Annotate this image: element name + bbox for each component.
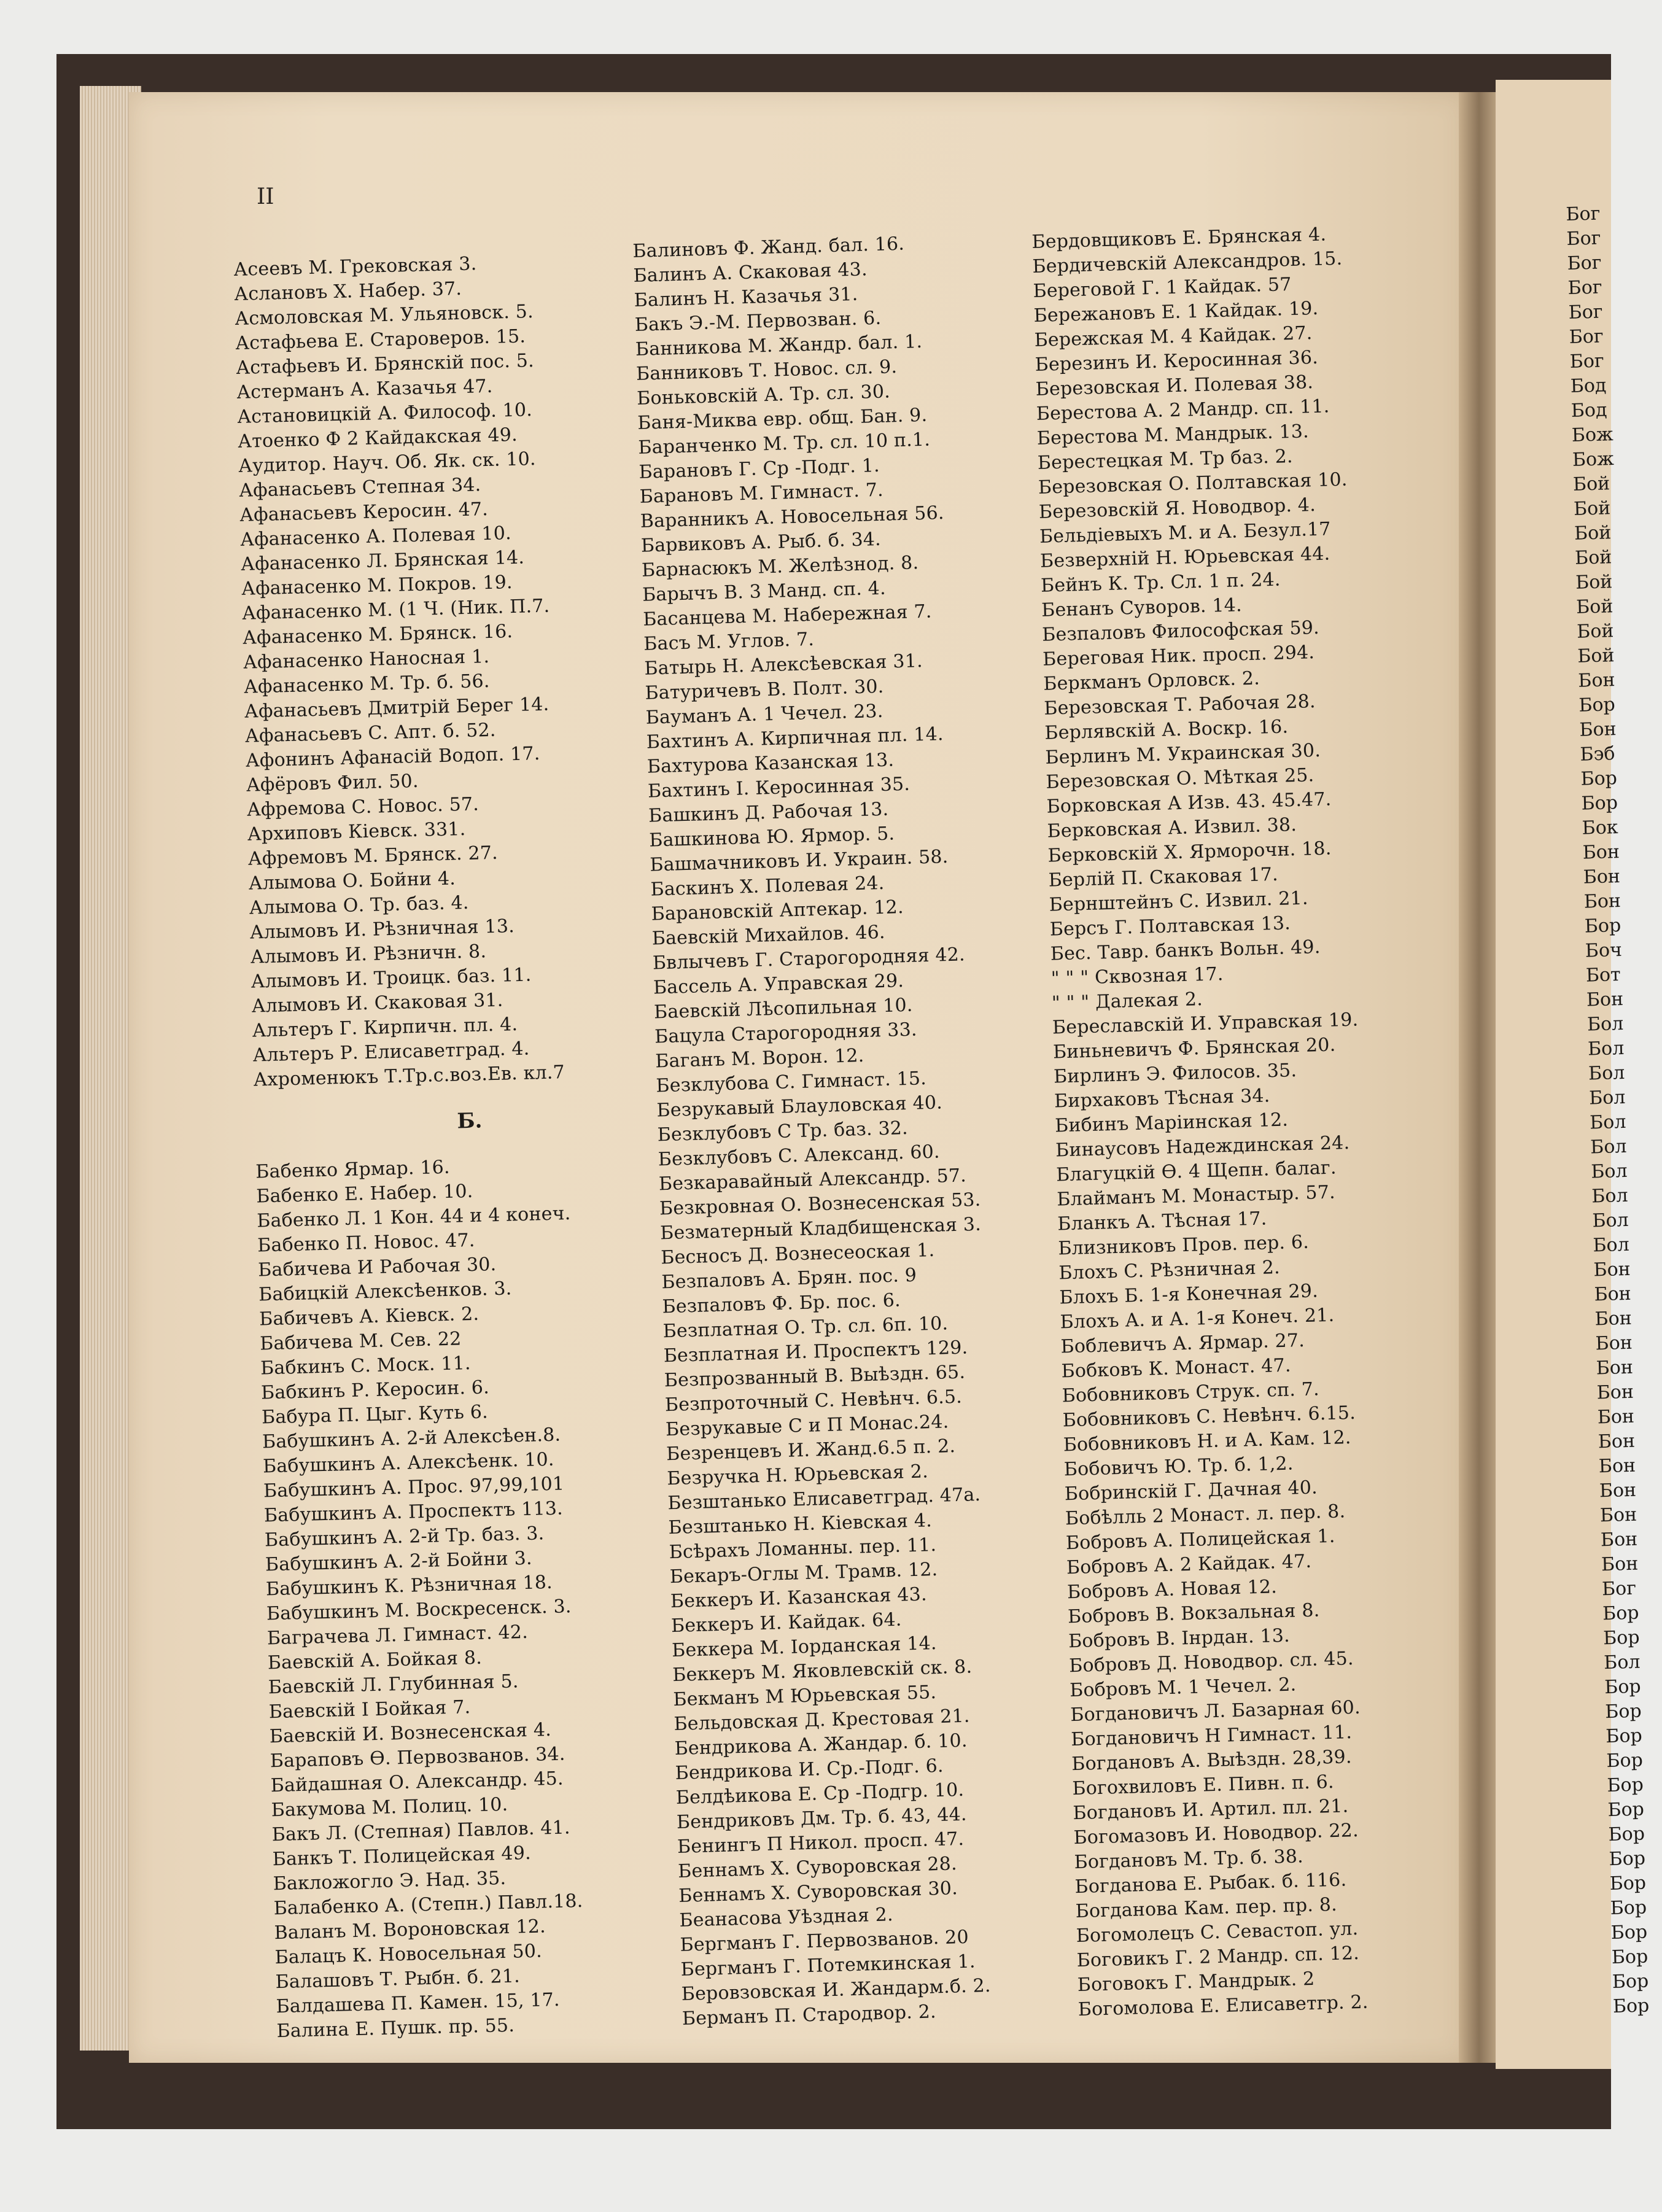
directory-entry: Бакъ Л. (Степная) Павлов. 41.: [271, 1817, 571, 1846]
directory-entry: Бон: [1579, 718, 1617, 741]
directory-entry: Бой: [1576, 620, 1614, 643]
directory-entry: Бобѣлль 2 Монаст. л. пер. 8.: [1065, 1500, 1346, 1530]
directory-entry: Бибинъ Маріинская 12.: [1054, 1109, 1289, 1137]
directory-entry: Бол: [1590, 1160, 1628, 1183]
section-letter: Б.: [456, 1108, 483, 1134]
directory-entry: Берлинъ М. Украинская 30.: [1045, 739, 1321, 769]
entries: [1031, 220, 1471, 2022]
directory-entry: Бахтурова Казанская 13.: [647, 749, 895, 778]
directory-entry: Бон: [1582, 841, 1620, 864]
directory-entry: Баня-Миква евр. общ. Бан. 9.: [637, 404, 928, 434]
directory-entry: Афанасьевъ Дмитрій Берег 14.: [244, 693, 549, 723]
directory-entry: Бараповъ Ѳ. Первозванов. 34.: [270, 1743, 565, 1772]
directory-entry: Афанасенко М. (1 Ч. (Ник. П.7.: [241, 595, 550, 624]
directory-entry: Бор: [1606, 1749, 1644, 1772]
directory-entry: Бабушкинъ М. Воскресенск. 3.: [266, 1596, 572, 1625]
directory-entry: Бой: [1573, 497, 1611, 520]
directory-entry: Барнасюкъ М. Желѣзнод. 8.: [641, 552, 919, 581]
directory-entry: Безпаловъ А. Брян. пос. 9: [661, 1264, 917, 1294]
directory-entry: Березовская И. Полевая 38.: [1035, 371, 1314, 400]
directory-entry: Бабушкинъ А. Проспектъ 113.: [263, 1497, 564, 1527]
directory-entry: Банкъ Т. Полицейская 49.: [272, 1842, 532, 1871]
directory-entry: Баскинъ Х. Полевая 24.: [650, 872, 885, 901]
directory-entry: Бог: [1566, 203, 1601, 225]
directory-entry: Бол: [1590, 1135, 1627, 1158]
directory-entry: Баграчева Л. Гимнаст. 42.: [266, 1621, 529, 1650]
entries-a: [233, 248, 647, 1092]
directory-entry: Бабенко Е. Набер. 10.: [255, 1180, 473, 1208]
directory-entry: Бор: [1612, 1970, 1649, 1993]
directory-entry: Берсъ Г. Полтавская 13.: [1049, 912, 1291, 941]
directory-entry: Бол: [1588, 1086, 1626, 1109]
column-1: [233, 248, 670, 2044]
directory-entry: Бобровъ В. Інрдан. 13.: [1068, 1624, 1291, 1653]
directory-entry: Бергманъ Г. Потемкинская 1.: [680, 1950, 976, 1981]
directory-entry: Бакъ Э.-М. Первозван. 6.: [634, 307, 882, 336]
directory-entry: Бабенко Л. 1 Кон. 44 и 4 конеч.: [256, 1203, 571, 1232]
directory-entry: Безпрозванный В. Выѣздн. 65.: [664, 1361, 966, 1392]
directory-entry: Бобовниковъ Н. и А. Кам. 12.: [1063, 1427, 1351, 1456]
directory-entry: Бэб: [1580, 743, 1615, 766]
directory-entry: Берковская А. Извил. 38.: [1047, 814, 1297, 842]
directory-entry: Бес. Тавр. банкъ Вольн. 49.: [1050, 936, 1321, 965]
directory-entry: Архиповъ Кіевск. 331.: [247, 818, 466, 845]
directory-entry: Бол: [1591, 1209, 1629, 1232]
directory-entry: Аслановъ Х. Набер. 37.: [234, 277, 462, 305]
directory-entry: Бож: [1571, 424, 1614, 446]
directory-entry: Бейнъ К. Тр. Сл. 1 п. 24.: [1040, 569, 1281, 597]
directory-entry: Бор: [1610, 1896, 1647, 1920]
directory-entry: Бвлычевъ Г. Старогородняя 42.: [652, 944, 966, 974]
directory-entry: Бог: [1569, 325, 1604, 348]
directory-entry: Богомазовъ И. Новодвор. 22.: [1073, 1819, 1359, 1849]
directory-entry: Башкинъ Д. Рабочая 13.: [648, 798, 889, 827]
directory-entry: Богдановъ И. Артил. пл. 21.: [1073, 1795, 1349, 1825]
directory-entry: Безренцевъ И. Жанд.6.5 п. 2.: [666, 1435, 956, 1465]
directory-entry: Бор: [1602, 1602, 1639, 1625]
directory-entry: Бон: [1599, 1504, 1637, 1527]
directory-entry: Барычъ В. 3 Манд. сп. 4.: [642, 577, 887, 606]
directory-entry: Балинъ Н. Казачья 31.: [634, 283, 858, 311]
directory-entry: Бинаусовъ Надеждинская 24.: [1055, 1131, 1350, 1162]
directory-entry: Берлій П. Скаковая 17.: [1048, 863, 1279, 891]
directory-entry: Бенанъ Суворов. 14.: [1041, 594, 1243, 621]
directory-entry: Бацула Старогородняя 33.: [654, 1019, 918, 1048]
directory-entry: Бакложогло Э. Над. 35.: [273, 1867, 507, 1895]
directory-entry: Бор: [1609, 1872, 1647, 1895]
directory-entry: Барановъ М. Гимнаст. 7.: [639, 479, 884, 508]
directory-entry: Бой: [1574, 522, 1612, 545]
directory-entry: Бор: [1604, 1700, 1642, 1723]
directory-entry: Афанасенко А. Полевая 10.: [239, 522, 512, 551]
directory-entry: Балинъ А. Скаковая 43.: [633, 258, 868, 287]
directory-entry: Береславскій И. Управская 19.: [1052, 1009, 1359, 1039]
directory-entry: Берестецкая М. Тр баз. 2.: [1037, 445, 1294, 474]
directory-entry: Алымовъ И. Рѣзничн. 8.: [250, 941, 487, 968]
directory-entry: Афанасенко М. Тр. б. 56.: [243, 670, 490, 698]
directory-entry: Бабушкинъ А. Прос. 97,99,101: [263, 1473, 565, 1502]
directory-entry: Бернштейнъ С. Извил. 21.: [1049, 887, 1309, 916]
directory-entry: Бесносъ Д. Вознесеоская 1.: [660, 1239, 935, 1269]
directory-entry: Афремовъ М. Брянск. 27.: [247, 842, 499, 870]
directory-entry: Бон: [1594, 1283, 1632, 1306]
directory-entry: Бауманъ А. 1 Чечел. 23.: [645, 700, 883, 729]
directory-entry: Бережская М. 4 Кайдак. 27.: [1034, 322, 1313, 351]
directory-entry: Атоенко Ф 2 Кайдакская 49.: [237, 424, 518, 452]
directory-entry: Афёровъ Фил. 50.: [246, 770, 419, 796]
directory-entry: Бол: [1587, 1037, 1625, 1060]
directory-entry: Березовскій Я. Новодвор. 4.: [1038, 494, 1316, 523]
directory-entry: Бон: [1586, 988, 1624, 1011]
directory-entry: Ахроменюкъ Т.Тр.с.воз.Ев. кл.7: [253, 1061, 565, 1091]
directory-entry: Асмоловская М. Ульяновск. 5.: [235, 301, 534, 330]
directory-entry: Бердичевскій Александров. 15.: [1032, 247, 1343, 277]
directory-entry: Бон: [1598, 1454, 1636, 1478]
directory-entry: Бод: [1571, 399, 1607, 422]
directory-entry: Беккеръ И. Кайдак. 64.: [670, 1609, 902, 1637]
directory-entry: " " " Далекая 2.: [1051, 988, 1203, 1014]
directory-entry: " " " Сквозная 17.: [1050, 963, 1224, 990]
directory-entry: Безштанько Елисаветград. 47а.: [667, 1483, 981, 1515]
directory-entry: Бог: [1569, 350, 1605, 373]
directory-entry: Банникова М. Жандр. бал. 1.: [635, 330, 923, 360]
directory-entry: Береговая Ник. просп. 294.: [1042, 642, 1315, 670]
directory-entry: Бон: [1577, 669, 1615, 692]
directory-entry: Бобровъ А. Новая 12.: [1066, 1576, 1278, 1604]
directory-entry: Альтеръ Р. Елисаветград. 4.: [252, 1038, 530, 1066]
directory-entry: Биньневичъ Ф. Брянская 20.: [1052, 1034, 1336, 1063]
directory-entry: Баевскій Лѣсопильная 10.: [653, 994, 913, 1023]
directory-entry: Афанасенко М. Покров. 19.: [241, 572, 513, 600]
directory-entry: Афремова С. Новос. 57.: [246, 793, 480, 821]
directory-entry: Бельдіевыхъ М. и А. Безул.17: [1039, 518, 1331, 548]
directory-entry: Блохъ С. Рѣзничная 2.: [1058, 1256, 1281, 1284]
directory-entry: Бол: [1588, 1061, 1625, 1085]
directory-entry: Блайманъ М. Монастыр. 57.: [1056, 1181, 1336, 1211]
directory-entry: Боч: [1585, 939, 1623, 962]
directory-entry: Бельдовская Д. Крестовая 21.: [674, 1705, 971, 1736]
directory-entry: Баранченко М. Тр. сл. 10 п.1.: [637, 429, 931, 459]
directory-entry: Бог: [1566, 227, 1601, 250]
directory-entry: Бобровъ А. Полицейская 1.: [1065, 1525, 1335, 1554]
directory-entry: Бой: [1577, 645, 1615, 667]
directory-entry: Басанцева М. Набережная 7.: [642, 600, 932, 631]
directory-entry: Безкровная О. Вознесенская 53.: [659, 1189, 981, 1220]
directory-entry: Безпроточный С. Невѣнч. 6.5.: [664, 1386, 963, 1416]
directory-entry: Алымовъ И. Скаковая 31.: [251, 989, 503, 1017]
directory-entry: Бог: [1568, 301, 1603, 324]
directory-entry: Бот: [1585, 964, 1621, 987]
directory-entry: Бол: [1589, 1111, 1626, 1134]
column-3: [1031, 220, 1471, 2022]
directory-entry: Бор: [1581, 792, 1618, 815]
directory-entry: Бабичева И Рабочая 30.: [257, 1254, 497, 1281]
directory-entry: Барвиковъ А. Рыб. б. 34.: [640, 528, 882, 557]
directory-entry: Баевскій А. Бойкая 8.: [267, 1647, 483, 1674]
directory-entry: Бассель А. Управская 29.: [653, 970, 904, 999]
directory-entry: Бережановъ Е. 1 Кайдак. 19.: [1033, 297, 1319, 327]
directory-entry: Балдашева П. Камен. 15, 17.: [276, 1989, 561, 2018]
directory-entry: Бор: [1604, 1675, 1642, 1699]
directory-entry: Березовская О. Мѣткая 25.: [1046, 764, 1314, 793]
directory-entry: Березинъ И. Керосинная 36.: [1035, 346, 1319, 376]
directory-entry: Богомолецъ С. Севастоп. ул.: [1076, 1918, 1359, 1947]
directory-entry: Беккеръ М. Яковлевскій ск. 8.: [672, 1656, 973, 1686]
directory-entry: Бирлинъ Э. Филосов. 35.: [1053, 1060, 1297, 1088]
directory-entry: Бобовниковъ С. Невѣнч. 6.15.: [1062, 1402, 1356, 1432]
directory-entry: Берестова А. 2 Мандр. сп. 11.: [1036, 395, 1330, 425]
directory-entry: Благуцкій Ѳ. 4 Щепн. балаг.: [1055, 1157, 1337, 1186]
directory-entry: Беркманъ Орловск. 2.: [1043, 667, 1260, 695]
directory-entry: Бобровъ М. 1 Чечел. 2.: [1069, 1674, 1297, 1702]
directory-entry: Березовская О. Полтавская 10.: [1038, 468, 1348, 499]
directory-entry: Бабкинъ С. Моск. 11.: [260, 1352, 472, 1380]
directory-entry: Баганъ М. Ворон. 12.: [654, 1044, 864, 1073]
directory-entry: Бланкъ А. Тѣсная 17.: [1057, 1208, 1267, 1235]
directory-entry: Астафьевъ И. Брянскій пос. 5.: [235, 350, 535, 379]
directory-entry: Бендрикова А. Жандар. б. 10.: [674, 1729, 968, 1760]
directory-entry: Богохвиловъ Е. Пивн. п. 6.: [1072, 1771, 1335, 1800]
directory-entry: Бабенко П. Новос. 47.: [257, 1229, 475, 1257]
directory-entry: Бекманъ М Юрьевская 55.: [672, 1682, 937, 1711]
directory-entry: Бабушкинъ А. 2-й Бойни 3.: [265, 1547, 533, 1576]
directory-entry: Балашовъ Т. Рыбн. б. 21.: [275, 1965, 521, 1993]
directory-entry: Берковскій Х. Ярморочн. 18.: [1047, 837, 1332, 867]
directory-entry: Боговокъ Г. Мандрык. 2: [1077, 1968, 1315, 1997]
directory-entry: Банниковъ Т. Новос. сл. 9.: [635, 356, 898, 385]
directory-entry: Бердовщиковъ Е. Брянская 4.: [1031, 223, 1327, 253]
directory-entry: Башкинова Ю. Ярмор. 5.: [648, 823, 895, 852]
directory-entry: Безрукавый Блауловская 40.: [656, 1092, 943, 1122]
directory-entry: Бор: [1612, 1995, 1650, 2017]
directory-entry: Бекаръ-Оглы М. Трамв. 12.: [669, 1558, 938, 1588]
directory-entry: Бон: [1583, 866, 1621, 888]
directory-entry: Бож: [1572, 448, 1615, 471]
directory-entry: Варанникъ А. Новосельная 56.: [640, 502, 945, 532]
directory-entry: Бабушкинъ А. 2-й Тр. баз. 3.: [264, 1523, 545, 1551]
directory-entry: Богданова Е. Рыбак. б. 116.: [1074, 1869, 1347, 1898]
directory-entry: Безкаравайный Александр. 57.: [658, 1165, 967, 1195]
directory-entry: Бабушкинъ А. 2-й Алексѣен.8.: [262, 1424, 561, 1453]
directory-entry: Бобровъ Д. Новодвор. сл. 45.: [1068, 1648, 1354, 1677]
directory-entry: Бор: [1608, 1823, 1645, 1846]
directory-entry: Астафьева Е. Староверов. 15.: [235, 325, 526, 354]
directory-entry: Бон: [1601, 1553, 1639, 1576]
directory-entry: Безплатная И. Проспектъ 129.: [663, 1337, 968, 1367]
directory-entry: Алымовъ И. Троицк. баз. 11.: [250, 964, 532, 993]
directory-entry: Афанасенко М. Брянск. 16.: [242, 621, 513, 649]
directory-entry: Безпаловъ Ф. Бр. пос. 6.: [662, 1289, 901, 1318]
directory-entry: Близниковъ Пров. пер. 6.: [1057, 1231, 1310, 1260]
directory-entry: Бон: [1598, 1430, 1636, 1453]
directory-entry: Боблевичъ А. Ярмар. 27.: [1060, 1329, 1305, 1358]
directory-entry: Бон: [1596, 1381, 1634, 1404]
directory-entry: Бобровъ В. Вокзальная 8.: [1067, 1599, 1320, 1628]
directory-entry: Бабушкинъ А. Алексѣенк. 10.: [262, 1448, 554, 1478]
directory-entry: Бсѣрахъ Ломанны. пер. 11.: [669, 1534, 937, 1564]
directory-entry: Барановскій Аптекар. 12.: [651, 896, 904, 925]
page-number: II: [257, 184, 274, 209]
directory-entry: Бергманъ Г. Первозванов. 20: [680, 1926, 969, 1956]
directory-entry: Бог: [1567, 276, 1602, 299]
directory-entry: Астановицкій А. Философ. 10.: [236, 399, 533, 428]
directory-entry: Береговой Г. 1 Кайдак. 57: [1033, 273, 1292, 302]
directory-entry: Бобринскій Г. Дачная 40.: [1064, 1477, 1318, 1505]
directory-entry: Афанасьевъ С. Апт. б. 52.: [244, 719, 496, 747]
directory-entry: Баевскій Михайлов. 46.: [651, 921, 886, 950]
directory-entry: Борковская А Изв. 43. 45.47.: [1046, 788, 1332, 818]
directory-entry: Бабичева М. Сев. 22: [259, 1328, 462, 1355]
directory-entry: Бой: [1572, 473, 1610, 495]
directory-entry: Бобровъ А. 2 Кайдак. 47.: [1066, 1550, 1312, 1579]
directory-entry: Безплатная О. Тр. сл. 6п. 10.: [662, 1313, 949, 1343]
directory-entry: Безрукавые С и П Монас.24.: [665, 1411, 949, 1441]
directory-entry: Бенингъ П Никол. просп. 47.: [677, 1828, 965, 1858]
directory-entry: Бол: [1603, 1651, 1641, 1674]
directory-entry: Бон: [1595, 1332, 1633, 1355]
directory-entry: Бог: [1601, 1577, 1637, 1601]
directory-entry: Боговикъ Г. 2 Мандр. сп. 12.: [1076, 1942, 1360, 1972]
directory-entry: Бобовичъ Ю. Тр. б. 1,2.: [1063, 1453, 1294, 1481]
directory-entry: Афанасьевъ Степная 34.: [238, 474, 481, 502]
directory-entry: Алымова О. Бойни 4.: [248, 867, 456, 895]
directory-entry: Белдѣикова Е. Ср -Подгр. 10.: [675, 1779, 965, 1809]
directory-entry: Богдановъ М. Тр. б. 38.: [1074, 1845, 1304, 1874]
directory-entry: Бок: [1582, 817, 1618, 839]
directory-entry: Алымова О. Тр. баз. 4.: [249, 891, 469, 919]
directory-entry: Балацъ К. Новосельная 50.: [274, 1940, 543, 1969]
directory-entry: Бендрикова И. Ср.-Подг. 6.: [675, 1755, 944, 1785]
directory-entry: Бой: [1575, 596, 1613, 618]
directory-entry: Беннамъ Х. Суворовская 30.: [678, 1877, 958, 1907]
directory-entry: Бахтинъ А. Кирпичная пл. 14.: [646, 723, 944, 753]
directory-entry: Бор: [1607, 1798, 1645, 1822]
directory-entry: Бол: [1593, 1233, 1630, 1257]
directory-entry: Богдановичъ Л. Базарная 60.: [1070, 1696, 1361, 1726]
directory-entry: Бон: [1583, 890, 1621, 913]
directory-entry: Бабенко Ярмар. 16.: [255, 1156, 451, 1183]
directory-entry: Байдашная О. Александр. 45.: [270, 1768, 564, 1797]
directory-entry: Бабицкій Алексѣенков. 3.: [258, 1278, 512, 1306]
directory-entry: Безпаловъ Философская 59.: [1041, 616, 1320, 646]
directory-entry: Бон: [1594, 1307, 1633, 1330]
directory-entry: Берлявскій А. Воскр. 16.: [1044, 716, 1289, 744]
directory-entry: Батырь Н. Алексѣевская 31.: [644, 650, 923, 680]
directory-entry: Блохъ А. и А. 1-я Конеч. 21.: [1060, 1304, 1335, 1333]
directory-entry: Бол: [1586, 1012, 1624, 1036]
directory-entry: Бор: [1602, 1626, 1640, 1650]
directory-entry: Бор: [1607, 1774, 1644, 1797]
directory-entry: Бендриковъ Дм. Тр. б. 43, 44.: [676, 1803, 968, 1833]
directory-entry: Бон: [1593, 1258, 1631, 1281]
directory-entry: Беннамъ Х. Суворовская 28.: [677, 1853, 958, 1882]
directory-entry: Балабенко А. (Степн.) Павл.18.: [273, 1890, 583, 1920]
directory-entry: Бог: [1567, 252, 1602, 274]
directory-entry: Бор: [1609, 1847, 1646, 1871]
directory-entry: Альтеръ Г. Кирпичн. пл. 4.: [252, 1014, 518, 1042]
directory-entry: Барановъ Г. Ср -Подг. 1.: [639, 454, 880, 483]
directory-entry: Беанасова Уѣздная 2.: [679, 1904, 894, 1931]
directory-entry: Бабура П. Цыг. Куть 6.: [261, 1401, 489, 1429]
directory-entry: Бирхаковъ Тѣсная 34.: [1054, 1085, 1270, 1112]
directory-entry: Бод: [1570, 374, 1607, 397]
directory-entry: Балиновъ Ф. Жанд. бал. 16.: [632, 233, 905, 262]
directory-entry: Бакумова М. Полиц. 10.: [271, 1793, 508, 1822]
directory-entry: Безклубова С. Гимнаст. 15.: [656, 1068, 927, 1097]
directory-entry: Афанасенко Л. Брянская 14.: [240, 546, 525, 575]
directory-entry: Бон: [1600, 1528, 1638, 1551]
directory-entry: Боньковскій А. Тр. сл. 30.: [636, 381, 891, 409]
directory-entry: Бор: [1611, 1946, 1648, 1969]
directory-entry: Безклубовъ С Тр. баз. 32.: [657, 1117, 909, 1146]
directory-entry: Бон: [1599, 1479, 1637, 1502]
directory-entry: Бахтинъ I. Керосинная 35.: [647, 773, 911, 802]
directory-entry: Бор: [1584, 915, 1621, 937]
directory-entry: Безручка Н. Юрьевская 2.: [666, 1461, 929, 1490]
directory-entry: Бор: [1580, 767, 1618, 790]
directory-entry: Астерманъ А. Казачья 47.: [236, 375, 493, 403]
directory-entry: Аудитор. Науч. Об. Як. ск. 10.: [238, 448, 537, 477]
directory-entry: Безштанько Н. Кіевская 4.: [668, 1510, 933, 1539]
directory-entry: Беккеръ И. Казанская 43.: [670, 1583, 928, 1613]
directory-entry: Афонинъ Афанасій Водоп. 17.: [245, 743, 540, 772]
directory-entry: Бобковъ К. Монаст. 47.: [1061, 1354, 1292, 1383]
directory-entry: Валанъ М. Вороновская 12.: [274, 1915, 546, 1944]
directory-entry: Бобовниковъ Струк. сп. 7.: [1062, 1378, 1320, 1407]
directory-entry: Афанасьевъ Керосин. 47.: [239, 498, 489, 526]
directory-entry: Бол: [1591, 1184, 1629, 1208]
directory-entry: Баевскій Л. Глубинная 5.: [268, 1671, 519, 1699]
directory-entry: Бон: [1596, 1356, 1634, 1380]
directory-entry: Басъ М. Углов. 7.: [643, 628, 815, 655]
directory-entry: Березовская Т. Рабочая 28.: [1043, 691, 1316, 720]
directory-entry: Баевскій I Бойкая 7.: [268, 1696, 471, 1723]
directory-entry: Башмачниковъ И. Украин. 58.: [649, 846, 949, 876]
directory-entry: Бой: [1574, 546, 1612, 569]
directory-entry: Бор: [1605, 1725, 1643, 1748]
directory-entry: Батуричевъ В. Полт. 30.: [645, 675, 884, 704]
directory-entry: Бабкинъ Р. Керосин. 6.: [260, 1376, 490, 1404]
directory-entry: Баевскій И. Вознесенская 4.: [269, 1719, 552, 1748]
directory-entry: Берманъ П. Стародвор. 2.: [681, 2001, 937, 2030]
directory-entry: Бон: [1597, 1405, 1635, 1429]
directory-entry: Блохъ Б. 1-я Конечная 29.: [1059, 1280, 1319, 1309]
directory-entry: Алымовъ И. Рѣзничная 13.: [249, 915, 515, 944]
column-2: [632, 228, 1075, 2032]
directory-entry: Афанасенко Наносная 1.: [243, 646, 490, 673]
directory-entry: Асеевъ М. Грековская 3.: [233, 253, 477, 281]
directory-entry: Берестова М. Мандрык. 13.: [1036, 421, 1310, 449]
directory-entry: Бой: [1575, 571, 1613, 594]
directory-entry: Балина Е. Пушк. пр. 55.: [276, 2014, 515, 2043]
entries-b: [255, 1151, 670, 2044]
directory-entry: Богомолова Е. Елисаветгр. 2.: [1078, 1991, 1369, 2021]
directory-entry: Бор: [1578, 694, 1616, 716]
directory-entry: Бабушкинъ К. Рѣзничная 18.: [265, 1571, 553, 1601]
directory-entry: Богданова Кам. пер. пр. 8.: [1075, 1893, 1338, 1923]
directory-entry: Богдановъ А. Выѣздн. 28,39.: [1071, 1746, 1353, 1775]
directory-entry: Беккера М. Іорданская 14.: [671, 1632, 938, 1662]
directory-entry: Бор: [1610, 1921, 1648, 1944]
directory-entry: Безматерный Кладбищенская 3.: [659, 1213, 982, 1244]
directory-entry: Беровзовская И. Жандарм.б. 2.: [681, 1974, 992, 2005]
directory-entry: Безклубовъ С. Александ. 60.: [658, 1141, 941, 1171]
directory-entry: Безверхній Н. Юрьевская 44.: [1039, 543, 1330, 572]
entries: [632, 228, 1075, 2032]
directory-entry: Бабичевъ А. Кіевск. 2.: [258, 1303, 480, 1330]
directory-entry: Богдановичъ Н Гимнаст. 11.: [1070, 1721, 1353, 1751]
